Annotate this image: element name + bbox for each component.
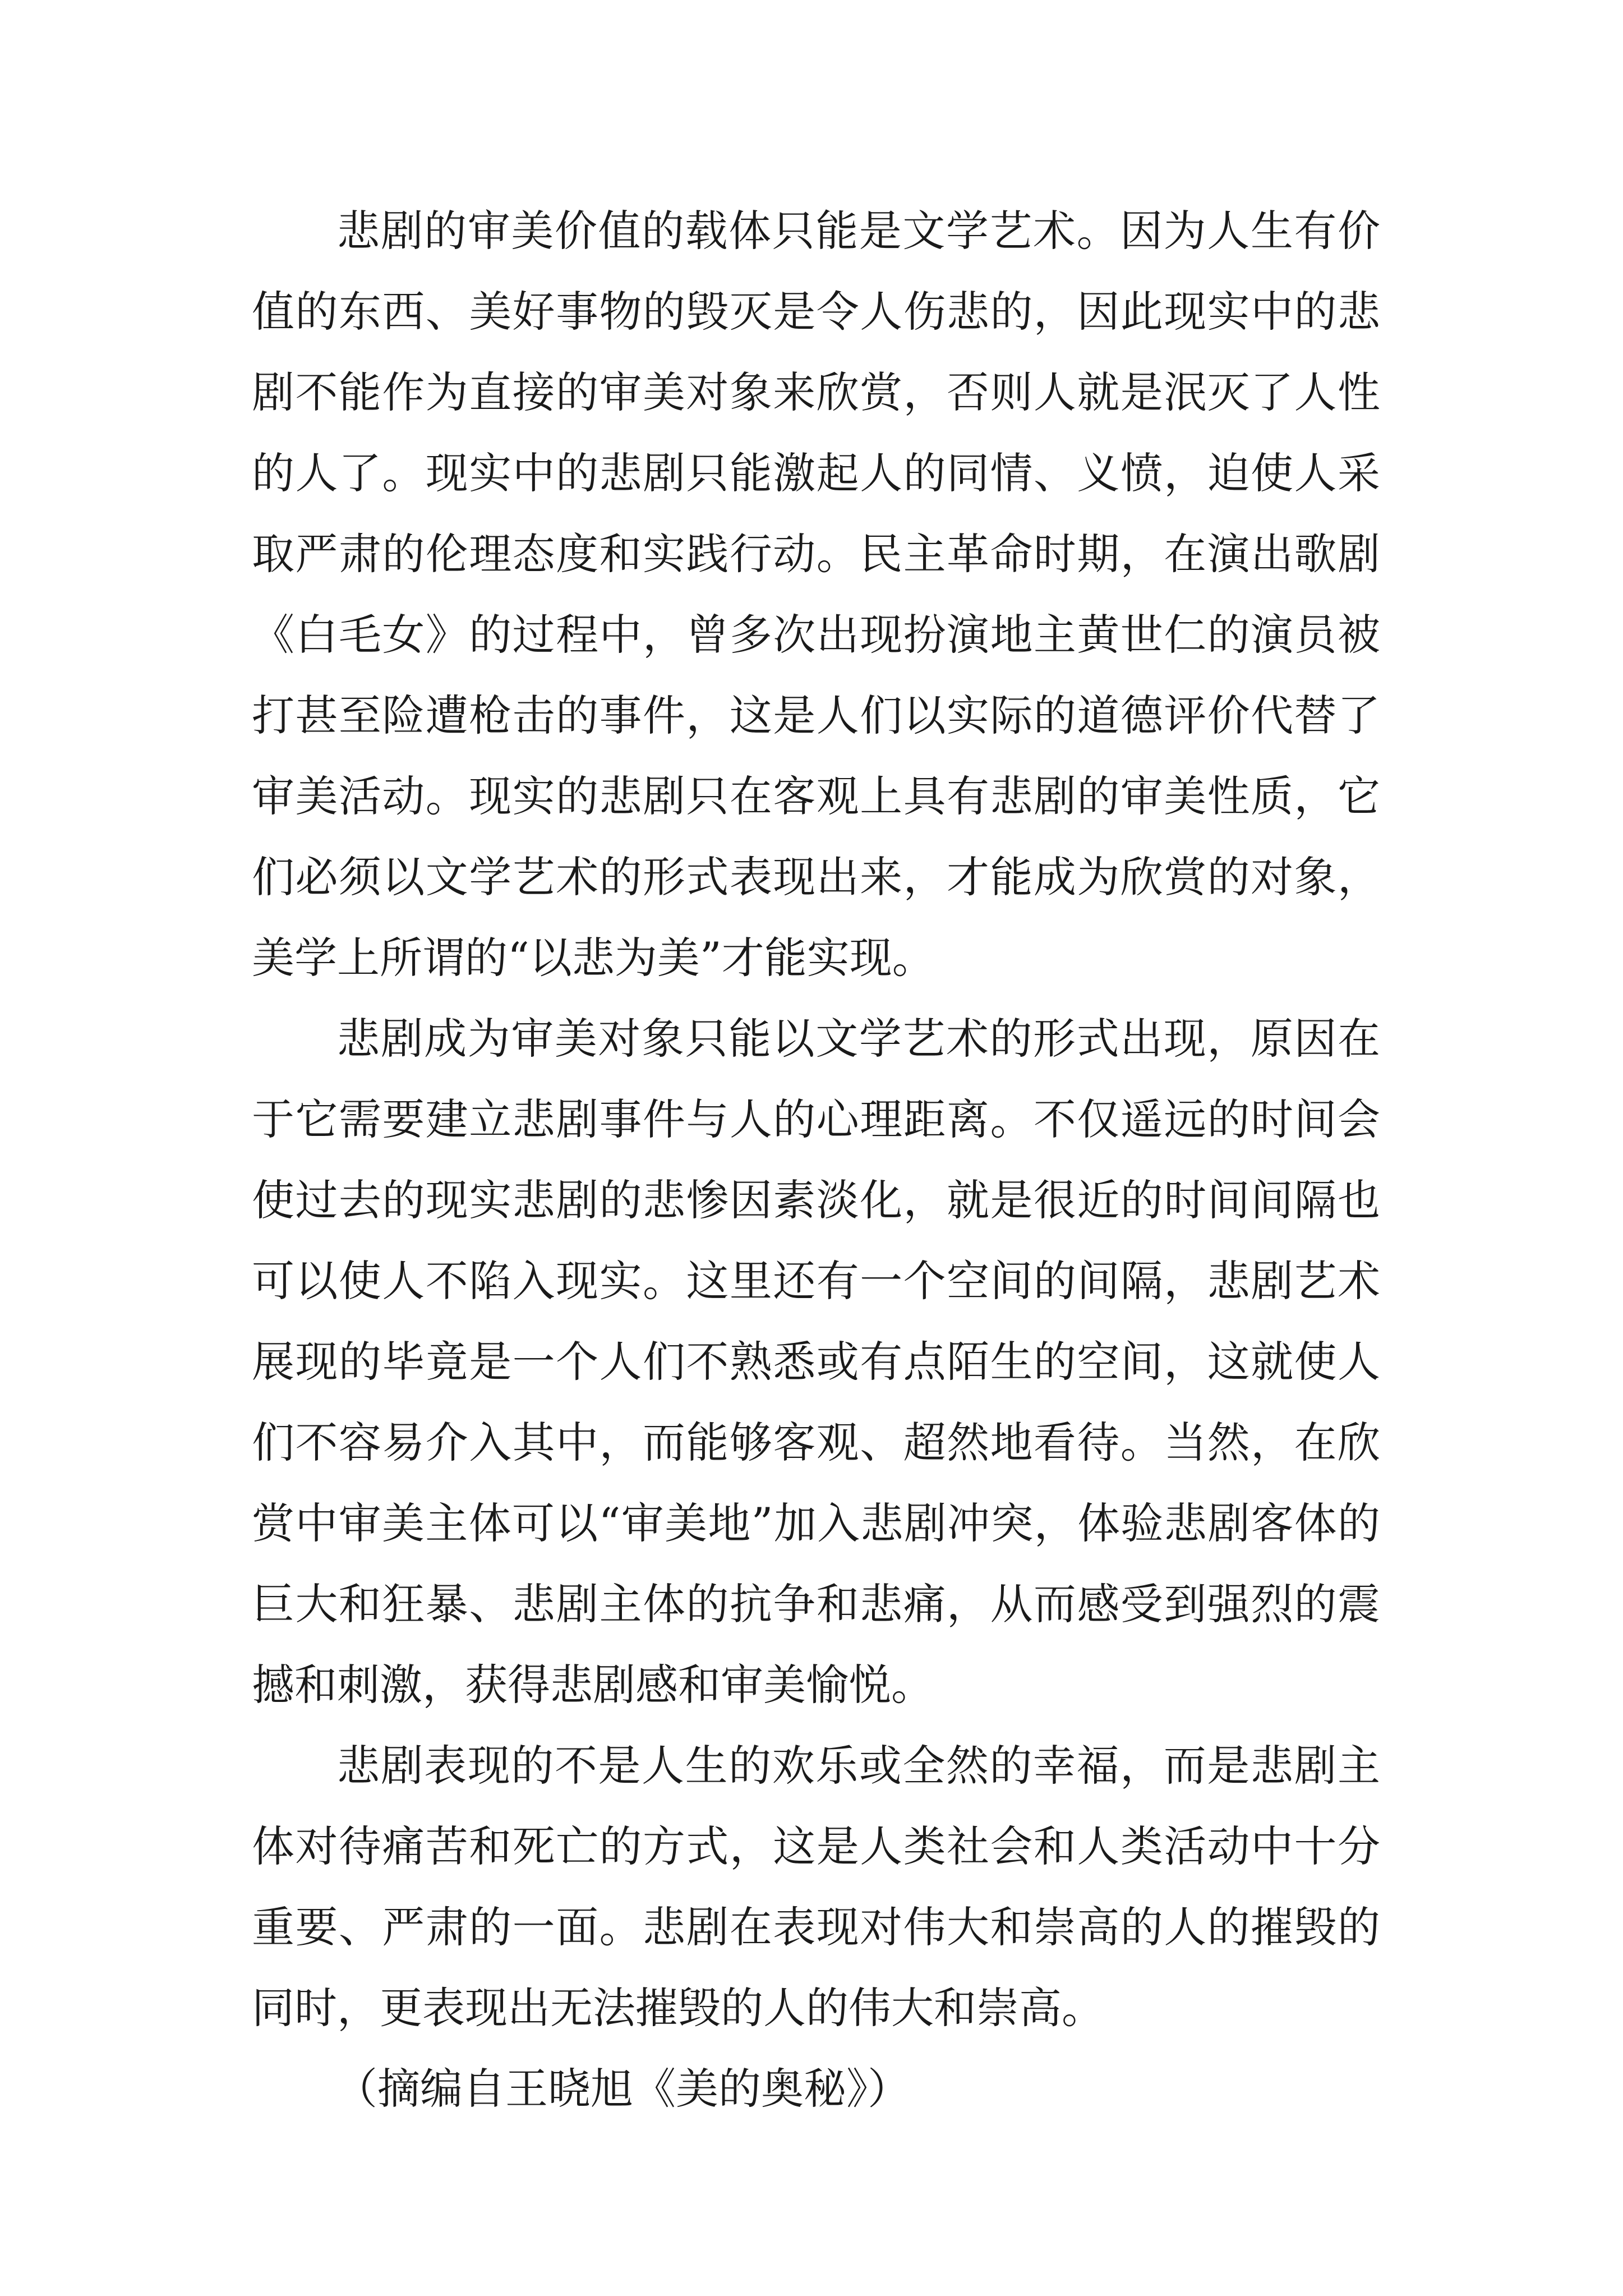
paragraph-2: 悲剧成为审美对象只能以文学艺术的形式出现，原因在于它需要建立悲剧事件与人的心理距离。不仅遥远的时间会使过去的现实悲剧的悲惨因素淡化，就是很近的时间间隔也可以使人不陷入现实。这里还有一个空间的间隔，悲剧艺术展现的毕竟是一个人们不熟悉或有点陌生的空间，这就使人们不容易介入其中，而能够客观、超然地看待。当然，在欣赏中审美主体可以“审美地”加入悲剧冲突，体验悲剧客体的巨大和狂暴、悲剧主体的抗争和悲痛，从而感受到强烈的震撼和刺激，获得悲剧感和审美愉悦。 [252,1014,1380,1710]
paragraph-3: 悲剧表现的不是人生的欢乐或全然的幸福，而是悲剧主体对待痛苦和死亡的方式，这是人类社会和人类活动中十分重要、严肃的一面。悲剧在表现对伟大和崇高的人的摧毁的同时，更表现出无法摧毁的人的伟大和崇高。 [252,1741,1380,2033]
source-citation: （摘编自王晓旭《美的奥秘》） [335,2064,910,2114]
article-body [252,191,1380,2129]
paragraph-1: 悲剧的审美价值的载体只能是文学艺术。因为人生有价值的东西、美好事物的毁灭是令人伤悲的，因此现实中的悲剧不能作为直接的审美对象来欣赏，否则人就是泯灭了人性的人了。现实中的悲剧只能激起人的同情、义愤，迫使人采取严肃的伦理态度和实践行动。民主革命时期，在演出歌剧《白毛女》的过程中，曾多次出现扮演地主黄世仁的演员被打甚至险遭枪击的事件，这是人们以实际的道德评价代替了审美活动。现实的悲剧只在客观上具有悲剧的审美性质，它们必须以文学艺术的形式表现出来，才能成为欣赏的对象，美学上所谓的“以悲为美”才能实现。 [252,206,1380,983]
